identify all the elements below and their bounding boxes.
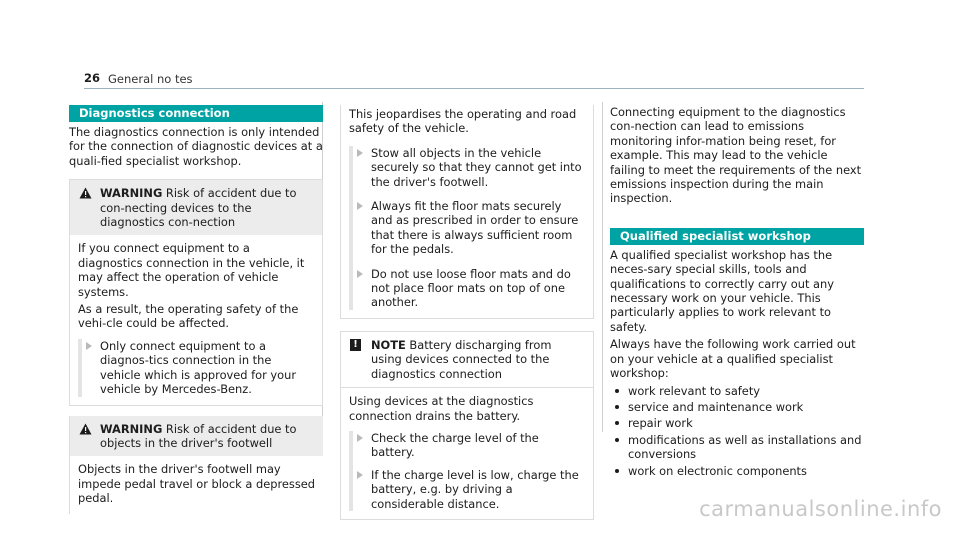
- warning-box-footwell: [69, 416, 323, 514]
- workshop-list: [610, 384, 864, 478]
- list-item: repair work: [610, 416, 864, 430]
- workshop-list-intro: Always have the following work carried out on your vehicle at a qualified specialist workshop:: [610, 337, 856, 381]
- list-item: service and maintenance work: [610, 400, 864, 414]
- warning-box-connection: [69, 179, 323, 405]
- step-arrow-icon: [357, 471, 363, 479]
- section-label: General no tes: [108, 72, 193, 86]
- note-body: [341, 388, 593, 519]
- warning-body: [70, 235, 322, 404]
- step-arrow-icon: [357, 434, 363, 442]
- step-arrow-icon: [357, 270, 363, 278]
- warning-step: Only connect equipment to a diagnos-tics connection in the vehicle which is approved for your vehicle by Mercedes-Benz.: [82, 339, 314, 397]
- bullet-icon: [615, 438, 619, 442]
- watermark-text: carmanualsonline.info: [699, 497, 942, 521]
- warning-triangle-icon: [79, 423, 92, 435]
- step-arrow-icon: [357, 202, 363, 210]
- warning-body: [70, 456, 323, 513]
- note-header: [341, 332, 593, 387]
- bullet-icon: [615, 421, 619, 425]
- warning-header: [70, 416, 323, 457]
- warning-text-1: If you connect equipment to a diagnostics connection in the vehicle, it may affect the operation of vehicle systems.: [78, 241, 305, 299]
- note-headline: Battery discharging from using devices connected to the diagnostics connection: [371, 337, 552, 381]
- warning-keyword: WARNING: [100, 186, 163, 201]
- list-item: work on electronic components: [610, 464, 864, 478]
- diagnostics-intro: The diagnostics connection is only intended for the connection of diagnostic devices at a quali-fied specialist workshop.: [69, 125, 323, 168]
- workshop-text: A qualified specialist workshop has the neces-sary special skills, tools and qualifications to correctly carry out any necessary work on your vehicle. This particularly applies to work relevant to safety.: [610, 247, 835, 334]
- warning-step-block: [78, 339, 314, 397]
- section-heading-workshop: Qualified specialist workshop: [610, 228, 864, 245]
- warning-headline: Risk of accident due to objects in the driver's footwell: [100, 421, 297, 450]
- exclamation-icon: !: [350, 339, 361, 351]
- step-item: Stow all objects in the vehicle securely so that they cannot get into the driver's footwell.: [353, 146, 585, 189]
- column-3: [610, 105, 864, 480]
- column-divider-2: [602, 102, 603, 432]
- bullet-icon: [615, 389, 619, 393]
- emissions-text: Connecting equipment to the diagnostics con-nection can lead to emissions monitoring infor-mation being reset, for example. This may lead to the vehicle failing to meet the requirements of the next emissions inspection during the main inspection.: [610, 105, 862, 206]
- note-text: Using devices at the diagnostics connection drains the battery.: [349, 394, 534, 423]
- warning-text-2: As a result, the operating safety of the vehi-cle could be affected.: [78, 302, 299, 331]
- step-item: Do not use loose floor mats and do not place floor mats on top of one another.: [353, 267, 585, 310]
- step-item: If the charge level is low, charge the battery, e.g. by driving a considerable distance.: [353, 468, 585, 511]
- footwell-steps: [349, 146, 585, 310]
- step-item: Check the charge level of the battery.: [353, 431, 585, 460]
- step-item: Always fit the floor mats securely and as prescribed in order to ensure that there is always sufficient room for the pedals.: [353, 199, 585, 257]
- list-item: modifications as well as installations and conversions: [610, 433, 864, 462]
- bullet-icon: [615, 469, 619, 473]
- warning-text: Objects in the driver's footwell may impede pedal travel or block a depressed pedal.: [78, 462, 315, 506]
- bullet-icon: [615, 405, 619, 409]
- header-rule: [84, 88, 864, 89]
- note-steps: [349, 431, 585, 511]
- warning-keyword: WARNING: [100, 421, 163, 436]
- list-item: work relevant to safety: [610, 384, 864, 398]
- column-1: [69, 105, 323, 514]
- note-box-battery: [340, 331, 594, 520]
- warning-headline: Risk of accident due to con-necting devices to the diagnostics con-nection: [100, 186, 297, 230]
- warning-continuation-box: [340, 105, 594, 319]
- continuation-text: This jeopardises the operating and road safety of the vehicle.: [349, 107, 577, 136]
- warning-triangle-icon: [79, 187, 92, 199]
- column-2: [340, 105, 594, 520]
- note-keyword: NOTE: [371, 337, 406, 352]
- step-arrow-icon: [86, 342, 92, 350]
- section-heading-diagnostics: Diagnostics connection: [69, 105, 323, 122]
- step-arrow-icon: [357, 149, 363, 157]
- page-number: 26: [84, 71, 101, 85]
- warning-header: [70, 180, 322, 235]
